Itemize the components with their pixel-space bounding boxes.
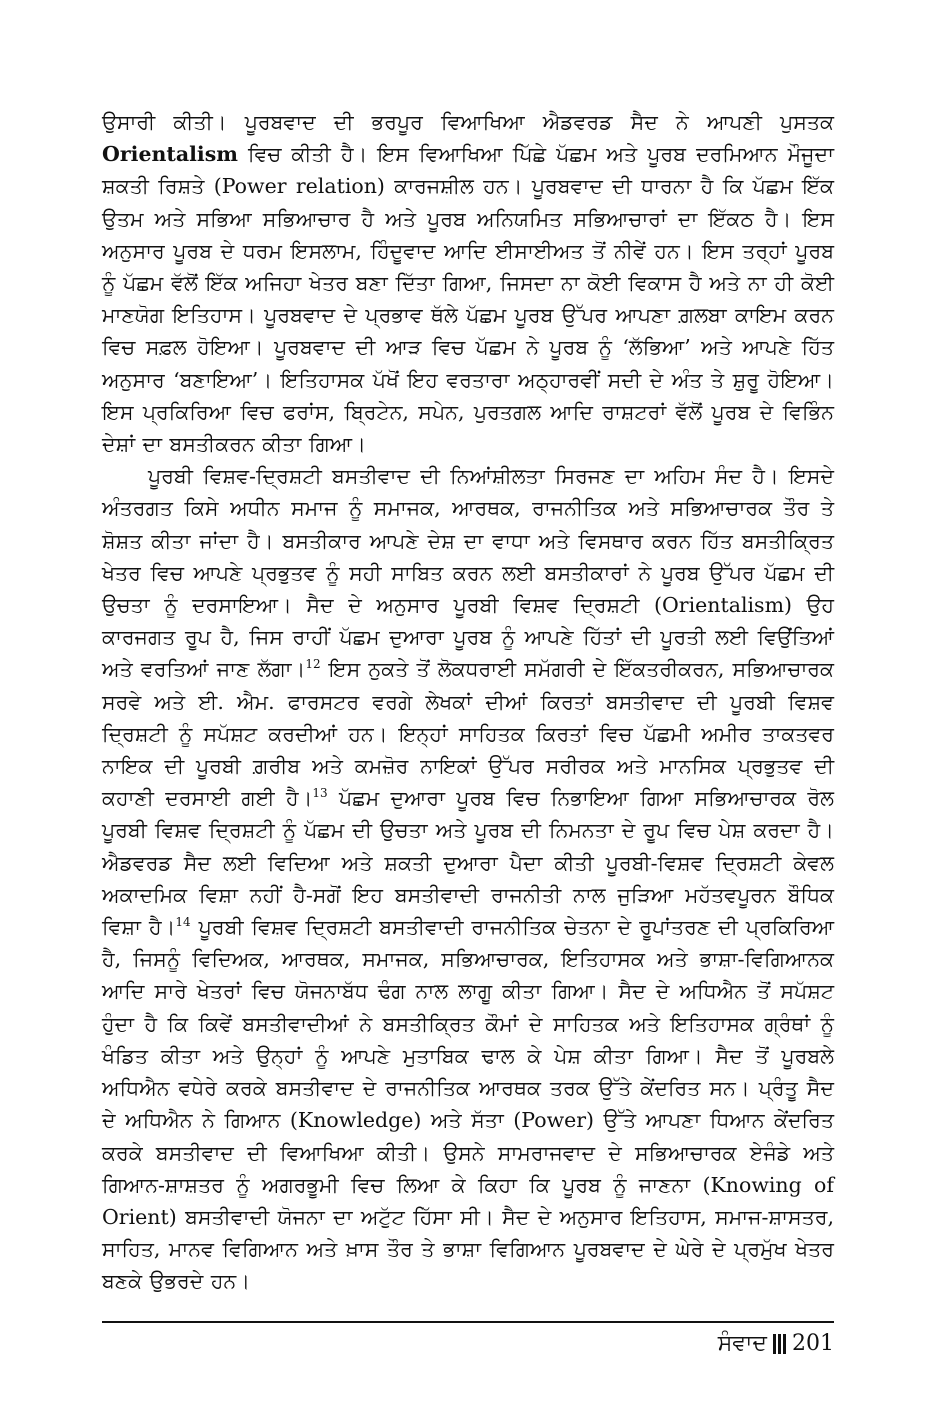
footer-rule <box>102 1321 834 1323</box>
paragraph-2-text-d: ਪੂਰਬੀ ਵਿਸ਼ਵ ਦ੍ਰਿਸ਼ਟੀ ਬਸਤੀਵਾਦੀ ਰਾਜਨੀਤਿਕ ਚੇਤਨਾ ਦੇ ਰੂਪਾਂਤਰਣ ਦੀ ਪ੍ਰਕਿਰਿਆ ਹੈ, ਜਿਸਨੂੰ ਵਿਦਿਅਕ, ਆਰਥਕ, ਸਮਾਜਕ, ਸਭਿਆਚਾਰਕ, ਇਤਿਹਾਸਕ ਅਤੇ ਭਾਸ਼ਾ-ਵਿਗਿਆਨਕ ਆਦਿ ਸਾਰੇ ਖੇਤਰਾਂ ਵਿਚ ਯੋਜਨਾਬੱਧ ਢੰਗ ਨਾਲ ਲਾਗੂ ਕੀਤਾ ਗਿਆ। ਸੈਦ ਦੇ ਅਧਿਐਨ ਤੋਂ ਸਪੱਸ਼ਟ ਹੁੰਦਾ ਹੈ ਕਿ ਕਿਵੇਂ ਬਸਤੀਵਾਦੀਆਂ ਨੇ ਬਸਤੀਕ੍ਰਿਤ ਕੌਮਾਂ ਦੇ ਸਾਹਿਤਕ ਅਤੇ ਇਤਿਹਾਸਕ ਗ੍ਰੰਥਾਂ ਨੂੰ ਖੰਡਿਤ ਕੀਤਾ ਅਤੇ ਉਨ੍ਹਾਂ ਨੂੰ ਆਪਣੇ ਮੁਤਾਬਿਕ ਢਾਲ ਕੇ ਪੇਸ਼ ਕੀਤਾ ਗਿਆ। ਸੈਦ ਤੋਂ ਪੂਰਬਲੇ ਅਧਿਐਨ ਵਧੇਰੇ ਕਰਕੇ ਬਸਤੀਵਾਦ ਦੇ ਰਾਜਨੀਤਿਕ ਆਰਥਕ ਤਰਕ ਉੱਤੇ ਕੇਂਦਰਿਤ ਸਨ। ਪ੍ਰੰਤੂ ਸੈਦ ਦੇ ਅਧਿਐਨ ਨੇ ਗਿਆਨ (Knowledge) ਅਤੇ ਸੱਤਾ (Power) ਉੱਤੇ ਆਪਣਾ ਧਿਆਨ ਕੇਂਦਰਿਤ ਕਰਕੇ ਬਸਤੀਵਾਦ ਦੀ ਵਿਆਖਿਆ ਕੀਤੀ। ਉਸਨੇ ਸਾਮਰਾਜਵਾਦ ਦੇ ਸਭਿਆਚਾਰਕ ਏਜੰਡੇ ਅਤੇ ਗਿਆਨ-ਸ਼ਾਸ਼ਤਰ ਨੂੰ ਅਗਰਭੂਮੀ ਵਿਚ ਲਿਆ ਕੇ ਕਿਹਾ ਕਿ ਪੂਰਬ ਨੂੰ ਜਾਣਨਾ (Knowing of Orient) ਬਸਤੀਵਾਦੀ ਯੋਜਨਾ ਦਾ ਅਟੁੱਟ ਹਿੱਸਾ ਸੀ। ਸੈਦ ਦੇ ਅਨੁਸਾਰ ਇਤਿਹਾਸ, ਸਮਾਜ-ਸ਼ਾਸਤਰ, ਸਾਹਿਤ, ਮਾਨਵ ਵਿਗਿਆਨ ਅਤੇ ਖ਼ਾਸ ਤੌਰ ਤੇ ਭਾਸ਼ਾ ਵਿਗਿਆਨ ਪੂਰਬਵਾਦ ਦੇ ਘੇਰੇ ਦੇ ਪ੍ਰਮੁੱਖ ਖੇਤਰ ਬਣਕੇ ਉਭਰਦੇ ਹਨ। <box>102 915 835 1294</box>
footnote-ref: 12 <box>305 657 321 672</box>
paragraph-2-text-a: ਪੂਰਬੀ ਵਿਸ਼ਵ-ਦ੍ਰਿਸ਼ਟੀ ਬਸਤੀਵਾਦ ਦੀ ਨਿਆਂਸ਼ੀਲਤਾ ਸਿਰਜਣ ਦਾ ਅਹਿਮ ਸੰਦ ਹੈ। ਇਸਦੇ ਅੰਤਰਗਤ ਕਿਸੇ ਅਧੀਨ ਸਮਾਜ ਨੂੰ ਸਮਾਜਕ, ਆਰਥਕ, ਰਾਜਨੀਤਿਕ ਅਤੇ ਸਭਿਆਚਾਰਕ ਤੌਰ ਤੇ ਸ਼ੋਸ਼ਤ ਕੀਤਾ ਜਾਂਦਾ ਹੈ। ਬਸਤੀਕਾਰ ਆਪਣੇ ਦੇਸ਼ ਦਾ ਵਾਧਾ ਅਤੇ ਵਿਸਥਾਰ ਕਰਨ ਹਿੱਤ ਬਸਤੀਕ੍ਰਿਤ ਖੇਤਰ ਵਿਚ ਆਪਣੇ ਪ੍ਰਭੁਤਵ ਨੂੰ ਸਹੀ ਸਾਬਿਤ ਕਰਨ ਲਈ ਬਸਤੀਕਾਰਾਂ ਨੇ ਪੂਰਬ ਉੱਪਰ ਪੱਛਮ ਦੀ ਉਚਤਾ ਨੂੰ ਦਰਸਾਇਆ। ਸੈਦ ਦੇ ਅਨੁਸਾਰ ਪੂਰਬੀ ਵਿਸ਼ਵ ਦ੍ਰਿਸ਼ਟੀ (Orientalism) ਉਹ ਕਾਰਜਗਤ ਰੂਪ ਹੈ, ਜਿਸ ਰਾਹੀਂ ਪੱਛਮ ਦੁਆਰਾ ਪੂਰਬ ਨੂੰ ਆਪਣੇ ਹਿੱਤਾਂ ਦੀ ਪੂਰਤੀ ਲਈ ਵਿਉਂਤਿਆਂ ਅਤੇ ਵਰਤਿਆਂ ਜਾਣ ਲੱਗਾ। <box>102 464 834 682</box>
footnote-ref: 14 <box>175 915 191 930</box>
paragraph-2-text-b: ਇਸ ਨੁਕਤੇ ਤੋਂ ਲੋਕਧਰਾਈ ਸਮੱਗਰੀ ਦੇ ਇੱਕਤਰੀਕਰਨ, ਸਭਿਆਚਾਰਕ ਸਰਵੇ ਅਤੇ ਈ. ਐਮ. ਫਾਰਸਟਰ ਵਰਗੇ ਲੇਖਕਾਂ ਦੀਆਂ ਕਿਰਤਾਂ ਬਸਤੀਵਾਦ ਦੀ ਪੂਰਬੀ ਵਿਸ਼ਵ ਦ੍ਰਿਸ਼ਟੀ ਨੂੰ ਸਪੱਸ਼ਟ ਕਰਦੀਆਂ ਹਨ। ਇਨ੍ਹਾਂ ਸਾਹਿਤਕ ਕਿਰਤਾਂ ਵਿਚ ਪੱਛਮੀ ਅਮੀਰ ਤਾਕਤਵਰ ਨਾਇਕ ਦੀ ਪੂਰਬੀ ਗ਼ਰੀਬ ਅਤੇ ਕਮਜ਼ੋਰ ਨਾਇਕਾਂ ਉੱਪਰ ਸਰੀਰਕ ਅਤੇ ਮਾਨਸਿਕ ਪ੍ਰਭੁਤਵ ਦੀ ਕਹਾਣੀ ਦਰਸਾਈ ਗਈ ਹੈ। <box>102 657 834 811</box>
separator-bars-icon <box>773 1334 786 1354</box>
paragraph-1-text-a: ਉਸਾਰੀ ਕੀਤੀ। ਪੂਰਬਵਾਦ ਦੀ ਭਰਪੂਰ ਵਿਆਖਿਆ ਐਡਵਰਡ ਸੈਦ ਨੇ ਆਪਣੀ ਪੁਸਤਕ <box>102 110 834 134</box>
paragraph-1 <box>102 106 834 460</box>
bold-term-orientalism: Orientalism <box>102 142 238 167</box>
page-body <box>102 106 834 1298</box>
running-title: ਸੰਵਾਦ <box>717 1331 767 1356</box>
paragraph-1-text-b: ਵਿਚ ਕੀਤੀ ਹੈ। ਇਸ ਵਿਆਖਿਆ ਪਿੱਛੇ ਪੱਛਮ ਅਤੇ ਪੂਰਬ ਦਰਮਿਆਨ ਮੌਜੂਦਾ ਸ਼ਕਤੀ ਰਿਸ਼ਤੇ (Power relation) ਕਾਰਜਸ਼ੀਲ ਹਨ। ਪੂਰਬਵਾਦ ਦੀ ਧਾਰਨਾ ਹੈ ਕਿ ਪੱਛਮ ਇੱਕ ਉਤਮ ਅਤੇ ਸਭਿਆ ਸਭਿਆਚਾਰ ਹੈ ਅਤੇ ਪੂਰਬ ਅਨਿਯਮਿਤ ਸਭਿਆਚਾਰਾਂ ਦਾ ਇੱਕਠ ਹੈ। ਇਸ ਅਨੁਸਾਰ ਪੂਰਬ ਦੇ ਧਰਮ ਇਸਲਾਮ, ਹਿੰਦੂਵਾਦ ਆਦਿ ਈਸਾਈਅਤ ਤੋਂ ਨੀਵੇਂ ਹਨ। ਇਸ ਤਰ੍ਹਾਂ ਪੂਰਬ ਨੂੰ ਪੱਛਮ ਵੱਲੋਂ ਇੱਕ ਅਜਿਹਾ ਖੇਤਰ ਬਣਾ ਦਿੱਤਾ ਗਿਆ, ਜਿਸਦਾ ਨਾ ਕੋਈ ਵਿਕਾਸ ਹੈ ਅਤੇ ਨਾ ਹੀ ਕੋਈ ਮਾਣਯੋਗ ਇਤਿਹਾਸ। ਪੂਰਬਵਾਦ ਦੇ ਪ੍ਰਭਾਵ ਥੱਲੇ ਪੱਛਮ ਪੂਰਬ ਉੱਪਰ ਆਪਣਾ ਗ਼ਲਬਾ ਕਾਇਮ ਕਰਨ ਵਿਚ ਸਫ਼ਲ ਹੋਇਆ। ਪੂਰਬਵਾਦ ਦੀ ਆੜ ਵਿਚ ਪੱਛਮ ਨੇ ਪੂਰਬ ਨੂੰ ‘ਲੱਭਿਆ’ ਅਤੇ ਆਪਣੇ ਹਿੱਤ ਅਨੁਸਾਰ ‘ਬਣਾਇਆ’। ਇਤਿਹਾਸਕ ਪੱਖੋਂ ਇਹ ਵਰਤਾਰਾ ਅਠ੍ਹਾਰਵੀਂ ਸਦੀ ਦੇ ਅੰਤ ਤੇ ਸ਼ੁਰੂ ਹੋਇਆ। ਇਸ ਪ੍ਰਕਿਰਿਆ ਵਿਚ ਫਰਾਂਸ, ਬ੍ਰਿਟੇਨ, ਸਪੇਨ, ਪੁਰਤਗਲ ਆਦਿ ਰਾਸ਼ਟਰਾਂ ਵੱਲੋਂ ਪੂਰਬ ਦੇ ਵਿਭਿੰਨ ਦੇਸ਼ਾਂ ਦਾ ਬਸਤੀਕਰਨ ਕੀਤਾ ਗਿਆ। <box>102 142 834 457</box>
footnote-ref: 13 <box>312 786 328 801</box>
paragraph-2-text-c: ਪੱਛਮ ਦੁਆਰਾ ਪੂਰਬ ਵਿਚ ਨਿਭਾਇਆ ਗਿਆ ਸਭਿਆਚਾਰਕ ਰੋਲ ਪੂਰਬੀ ਵਿਸ਼ਵ ਦ੍ਰਿਸ਼ਟੀ ਨੂੰ ਪੱਛਮ ਦੀ ਉਚਤਾ ਅਤੇ ਪੂਰਬ ਦੀ ਨਿਮਨਤਾ ਦੇ ਰੂਪ ਵਿਚ ਪੇਸ਼ ਕਰਦਾ ਹੈ। ਐਡਵਰਡ ਸੈਦ ਲਈ ਵਿਦਿਆ ਅਤੇ ਸ਼ਕਤੀ ਦੁਆਰਾ ਪੈਦਾ ਕੀਤੀ ਪੂਰਬੀ-ਵਿਸ਼ਵ ਦ੍ਰਿਸ਼ਟੀ ਕੇਵਲ ਅਕਾਦਮਿਕ ਵਿਸ਼ਾ ਨਹੀਂ ਹੈ-ਸਗੋਂ ਇਹ ਬਸਤੀਵਾਦੀ ਰਾਜਨੀਤੀ ਨਾਲ ਜੁੜਿਆ ਮਹੱਤਵਪੂਰਨ ਬੌਧਿਕ ਵਿਸ਼ਾ ਹੈ। <box>102 786 835 940</box>
paragraph-2 <box>102 460 834 1297</box>
page-footer <box>718 1330 834 1358</box>
page-number: 201 <box>792 1331 834 1356</box>
